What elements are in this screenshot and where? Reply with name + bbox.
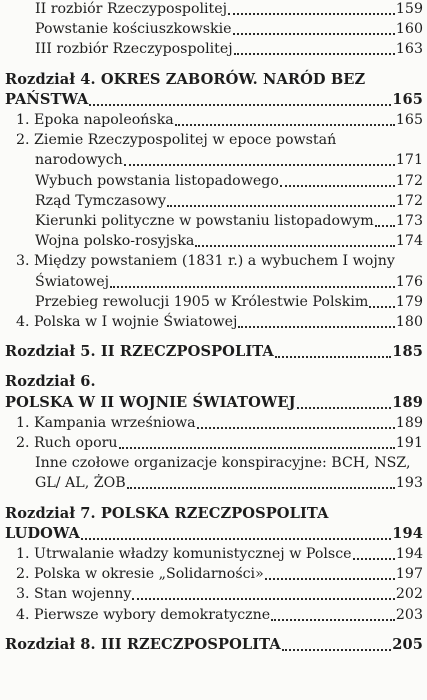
toc-entry-title: Rząd Tymczasowy	[35, 192, 166, 209]
toc-entry	[35, 293, 423, 311]
toc-entry-title: 2. Polska w okresie „Solidarności»	[16, 566, 264, 583]
toc-entry-title: 1. Kampania wrześniowa	[16, 414, 196, 431]
toc-entry-title: III rozbiór Rzeczypospolitej	[35, 41, 233, 58]
toc-entry	[16, 111, 423, 129]
toc-entry	[35, 232, 423, 250]
toc-entry-title: Rozdział 4. OKRES ZABORÓW. NARÓD BEZ	[5, 70, 366, 88]
toc-entry-title: 1. Utrwalanie władzy komunistycznej w Polsce	[16, 546, 352, 562]
toc-entry-title: 3. Stan wojenny	[16, 586, 132, 603]
toc-page-number: 176	[395, 273, 423, 290]
toc-entry	[16, 252, 395, 270]
toc-entry-title: Rozdział 5. II RZECZPOSPOLITA	[5, 343, 274, 361]
dot-leader	[119, 433, 395, 449]
toc-entry	[16, 434, 423, 452]
toc-page-number: 173	[395, 213, 423, 229]
dot-leader	[197, 413, 395, 429]
toc-page-number: 189	[392, 393, 423, 411]
toc-entry	[35, 172, 423, 190]
toc-entry-title: Światowej	[35, 273, 110, 290]
toc-page-number: 172	[395, 192, 423, 209]
toc-entry	[16, 606, 423, 624]
dot-leader	[375, 211, 395, 227]
toc-entry-title: LUDOWA	[5, 524, 80, 542]
dot-leader	[89, 90, 391, 106]
dot-leader	[167, 191, 395, 207]
toc-entry-title: Przebieg rewolucji 1905 w Królestwie Polskim	[35, 293, 369, 310]
toc-entry-title: 4. Pierwsze wybory demokratyczne	[16, 606, 271, 623]
toc-entry-title: Rozdział 8. III RZECZPOSPOLITA	[5, 635, 281, 653]
toc-page-number: 159	[395, 1, 423, 17]
toc-entry	[35, 40, 423, 58]
toc-page-number: 165	[395, 112, 423, 128]
dot-leader	[228, 0, 395, 15]
toc-chapter-line	[5, 91, 423, 109]
toc-page-number: 189	[395, 414, 423, 431]
dot-leader	[297, 393, 392, 409]
toc-entry-title: Rozdział 7. POLSKA RZECZPOSPOLITA	[5, 504, 329, 522]
dot-leader	[265, 564, 395, 580]
dot-leader	[233, 19, 395, 35]
toc-entry-title: Kierunki polityczne w powstaniu listopadowym	[35, 213, 374, 229]
toc-page-number: 205	[392, 635, 423, 653]
toc-entry	[35, 273, 423, 291]
toc-entry	[16, 414, 423, 432]
toc-entry-title: 2. Ruch oporu	[16, 435, 118, 451]
dot-leader	[110, 272, 395, 288]
toc-page-number: 165	[392, 90, 423, 108]
toc-page-number: 180	[395, 314, 423, 330]
toc-page-number: 191	[395, 435, 423, 451]
page-edge	[0, 695, 427, 700]
dot-leader	[124, 150, 395, 166]
toc-entry	[35, 151, 423, 169]
dot-leader	[282, 635, 391, 651]
dot-leader	[238, 312, 394, 328]
toc-chapter-line	[5, 373, 96, 391]
toc-chapter-line	[5, 71, 365, 89]
toc-entry	[35, 0, 423, 18]
dot-leader	[353, 544, 395, 560]
dot-leader	[81, 524, 391, 540]
toc-entry-title: Inne czołowe organizacje konspiracyjne: BCH, NSZ,	[35, 455, 411, 472]
toc-page-number: 179	[395, 293, 423, 310]
toc-entry-title: Rozdział 6.	[5, 373, 96, 391]
toc-entry	[35, 474, 423, 492]
toc-page-number: 171	[395, 152, 423, 169]
toc-page-number: 185	[392, 343, 423, 361]
toc-page-number: 203	[395, 606, 423, 623]
dot-leader	[195, 231, 395, 247]
dot-leader	[234, 39, 395, 55]
toc-entry-title: Powstanie kościuszkowskie	[35, 21, 232, 38]
toc-page-number: 174	[395, 233, 423, 250]
toc-entry	[35, 20, 423, 38]
toc-chapter-line	[5, 394, 423, 412]
dot-leader	[271, 605, 395, 621]
toc-entry	[16, 565, 423, 583]
toc-chapter-line	[5, 636, 423, 654]
dot-leader	[175, 110, 395, 126]
toc-entry-title: II rozbiór Rzeczypospolitej	[35, 1, 228, 17]
toc-entry	[16, 131, 336, 149]
toc-entry-title: 3. Między powstaniem (1831 r.) a wybuchem I wojny	[16, 253, 395, 270]
dot-leader	[132, 584, 395, 600]
toc-entry-title: 2. Ziemie Rzeczypospolitej w epoce powstań	[16, 132, 337, 149]
dot-leader	[280, 171, 395, 187]
toc-entry	[16, 313, 423, 331]
toc-entry-title: PAŃSTWA	[5, 90, 89, 108]
toc-page-number: 172	[395, 172, 423, 189]
toc-entry-title: narodowych	[35, 152, 123, 169]
toc-chapter-line	[5, 343, 423, 361]
toc-entry-title: Wojna polsko-rosyjska	[35, 233, 195, 250]
toc-page-number: 194	[392, 524, 423, 542]
toc-entry-title: POLSKA W II WOJNIE ŚWIATOWEJ	[5, 393, 296, 411]
toc-chapter-line	[5, 525, 423, 543]
toc-page-number: 194	[395, 546, 423, 562]
toc-page-number: 163	[395, 41, 423, 58]
toc-entry	[35, 454, 410, 472]
dot-leader	[275, 342, 391, 358]
toc-entry	[35, 212, 423, 230]
toc-entry	[35, 192, 423, 210]
toc-page-number: 197	[395, 566, 423, 583]
toc-entry-title: 4. Polska w I wojnie Światowej	[16, 314, 238, 330]
toc-page-number: 160	[395, 21, 423, 38]
toc-entry-title: GL/ AL, ŻOB	[35, 475, 126, 492]
dot-leader	[369, 292, 395, 308]
toc-chapter-line	[5, 505, 329, 523]
toc-entry	[16, 545, 423, 563]
dot-leader	[127, 473, 395, 489]
toc-entry-title: Wybuch powstania listopadowego	[35, 172, 279, 189]
toc-entry	[16, 585, 423, 603]
toc-entry-title: 1. Epoka napoleońska	[16, 112, 174, 128]
toc-page-number: 193	[395, 475, 423, 492]
toc-page-number: 202	[395, 586, 423, 603]
